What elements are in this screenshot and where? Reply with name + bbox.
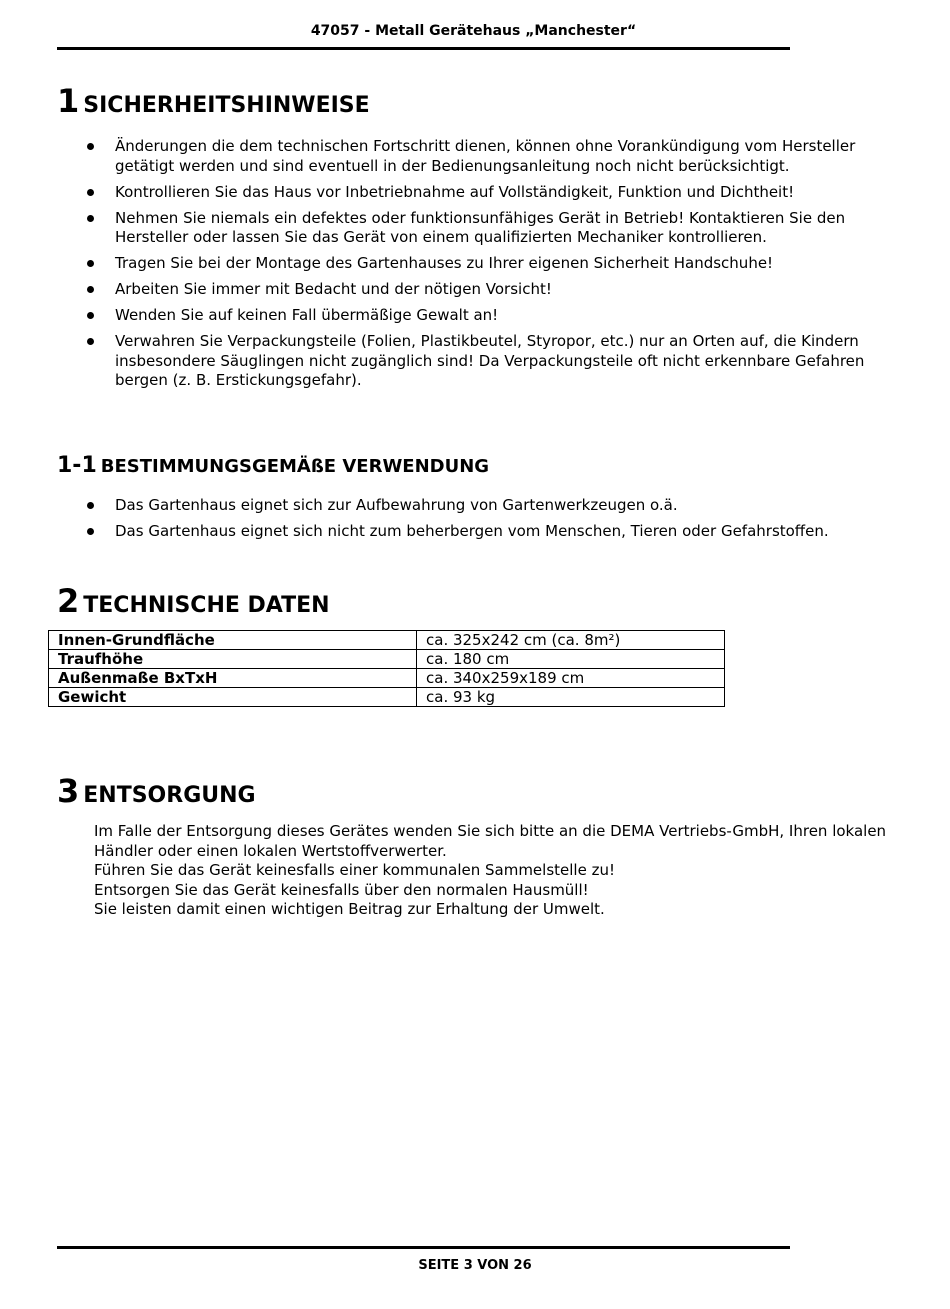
intended-use-list — [85, 496, 875, 548]
table-row — [49, 688, 725, 707]
disposal-text — [94, 822, 934, 920]
section-technical-data — [57, 582, 330, 620]
section-heading-safety — [57, 82, 370, 120]
page-number: SEITE 3 VON 26 — [418, 1258, 532, 1273]
bullet-icon — [87, 502, 94, 509]
page-footer — [57, 1246, 790, 1273]
section-number: 1 — [57, 82, 80, 120]
safety-list — [85, 137, 875, 397]
list-item: Änderungen die dem technischen Fortschritt dienen, können ohne Vorankündigung vom Hersteller getätigt werden und sind eventuell in der Bedienungsanleitung noch nicht berücksichtigt. — [85, 137, 875, 176]
section-title: BESTIMMUNGSGEMÄßE VERWENDUNG — [100, 456, 490, 477]
list-item: Das Gartenhaus eignet sich zur Aufbewahrung von Gartenwerkzeugen o.ä. — [85, 496, 875, 516]
list-item: Tragen Sie bei der Montage des Gartenhauses zu Ihrer eigenen Sicherheit Handschuhe! — [85, 254, 875, 274]
bullet-icon — [87, 260, 94, 267]
section-heading-disposal — [57, 772, 256, 810]
list-item: Verwahren Sie Verpackungsteile (Folien, Plastikbeutel, Styropor, etc.) nur an Orten auf, die Kindern insbesondere Säuglingen nicht zugänglich sind! Da Verpackungsteile oft nicht erkennbare Gefahren bergen (z. B. Erstickungsgefahr). — [85, 332, 875, 391]
bullet-icon — [87, 286, 94, 293]
spec-value: ca. 93 kg — [417, 688, 725, 707]
table-row — [49, 631, 725, 650]
paragraph: Führen Sie das Gerät keinesfalls einer kommunalen Sammelstelle zu! — [94, 861, 615, 879]
list-item: Das Gartenhaus eignet sich nicht zum beherbergen vom Menschen, Tieren oder Gefahrstoffen. — [85, 522, 875, 542]
section-number: 1-1 — [57, 453, 97, 478]
table-row — [49, 669, 725, 688]
section-title: ENTSORGUNG — [83, 783, 256, 808]
bullet-icon — [87, 312, 94, 319]
section-safety — [57, 82, 370, 120]
section-disposal — [57, 772, 256, 810]
section-title: SICHERHEITSHINWEISE — [83, 93, 370, 118]
bullet-icon — [87, 143, 94, 150]
spec-label: Innen-Grundfläche — [49, 631, 417, 650]
bullet-icon — [87, 338, 94, 345]
list-item: Wenden Sie auf keinen Fall übermäßige Gewalt an! — [85, 306, 875, 326]
spec-label: Gewicht — [49, 688, 417, 707]
bullet-icon — [87, 189, 94, 196]
paragraph: Im Falle der Entsorgung dieses Gerätes wenden Sie sich bitte an die DEMA Vertriebs-GmbH, Ihren lokalen Händler oder einen lokalen Wertstoffverwerter. — [94, 822, 887, 860]
bullet-icon — [87, 528, 94, 535]
section-heading-intended-use — [57, 450, 489, 478]
paragraph: Entsorgen Sie das Gerät keinesfalls über den normalen Hausmüll! — [94, 880, 589, 899]
page-header — [57, 22, 790, 50]
spec-label: Außenmaße BxTxH — [49, 669, 417, 688]
technical-data-table — [48, 630, 725, 707]
list-item: Nehmen Sie niemals ein defektes oder funktionsunfähiges Gerät in Betrieb! Kontaktieren Sie den Hersteller oder lassen Sie das Gerät von einem qualifizierten Mechaniker kontrollieren. — [85, 209, 875, 248]
list-item: Arbeiten Sie immer mit Bedacht und der nötigen Vorsicht! — [85, 280, 875, 300]
section-number: 3 — [57, 772, 80, 810]
section-number: 2 — [57, 582, 80, 620]
spec-value: ca. 325x242 cm (ca. 8m²) — [417, 631, 725, 650]
spec-value: ca. 180 cm — [417, 650, 725, 669]
spec-value: ca. 340x259x189 cm — [417, 669, 725, 688]
spec-label: Traufhöhe — [49, 650, 417, 669]
section-title: TECHNISCHE DATEN — [83, 593, 330, 618]
paragraph: Sie leisten damit einen wichtigen Beitrag zur Erhaltung der Umwelt. — [94, 900, 605, 918]
section-intended-use — [57, 450, 489, 478]
table-row — [49, 650, 725, 669]
section-heading-technical-data — [57, 582, 330, 620]
document-title: 47057 - Metall Gerätehaus „Manchester“ — [310, 23, 637, 39]
bullet-icon — [87, 215, 94, 222]
list-item: Kontrollieren Sie das Haus vor Inbetriebnahme auf Vollständigkeit, Funktion und Dichtheit! — [85, 183, 875, 203]
